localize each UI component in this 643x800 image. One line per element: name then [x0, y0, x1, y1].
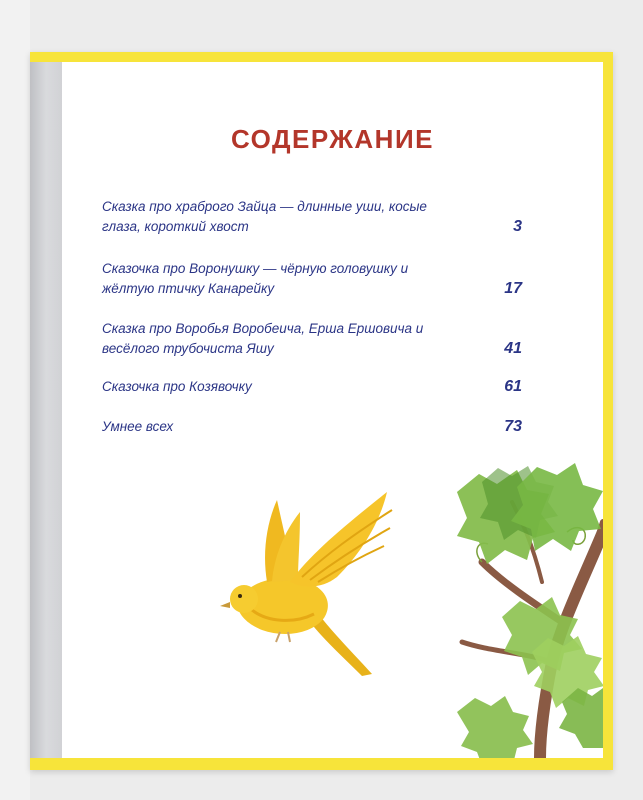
toc-entry[interactable]: [102, 319, 522, 359]
toc-entry-page: 17: [504, 280, 522, 297]
toc-entry-title: Сказка про храброго Зайца — длинные уши, косые глаза, короткий хвост: [102, 199, 427, 234]
toc-entry-page: 41: [504, 340, 522, 357]
toc-entry[interactable]: [102, 377, 522, 397]
toc-entry-title: Сказка про Воробья Воробеича, Ерша Ершовича и весёлого трубочиста Яшу: [102, 321, 424, 356]
toc-entry[interactable]: [102, 417, 522, 437]
toc-entry-title: Умнее всех: [102, 419, 174, 434]
canary-illustration: [220, 492, 392, 676]
illustration: [62, 62, 603, 758]
background-strip: [0, 0, 30, 800]
toc-entry-title: Сказочка про Козявочку: [102, 379, 252, 394]
toc-entry-page: 73: [504, 418, 522, 435]
page-title: СОДЕРЖАНИЕ: [231, 124, 434, 154]
toc-entry-title: Сказочка про Воронушку — чёрную головушку и жёлтую птичку Канарейку: [102, 261, 409, 296]
toc-entry-page: 61: [504, 378, 522, 395]
toc-entry[interactable]: [102, 259, 522, 299]
toc-entry-page: 3: [513, 218, 522, 235]
grapevine-illustration: [457, 463, 603, 758]
book-spine: [30, 62, 66, 758]
contents-page: [62, 62, 603, 758]
toc-entry[interactable]: [102, 197, 522, 237]
